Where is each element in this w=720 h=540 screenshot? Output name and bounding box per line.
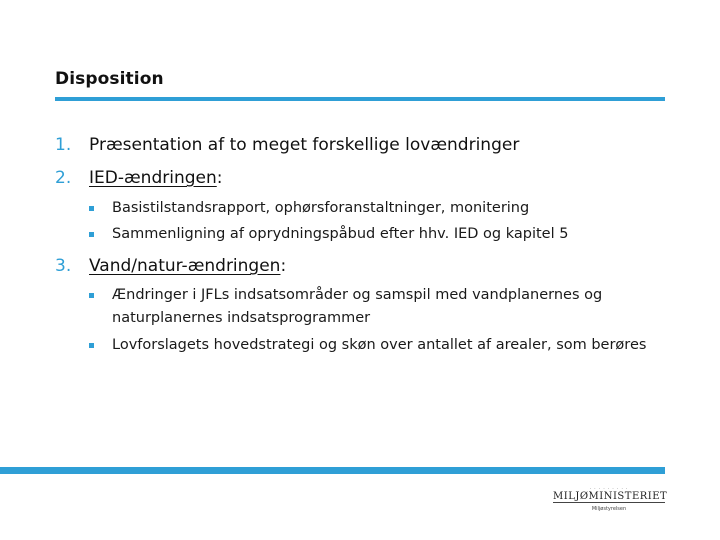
- list-item-1: [55, 135, 519, 155]
- ministry-logo: [553, 486, 668, 522]
- bullet-text: Basistilstandsrapport, ophørsforanstaltninger, monitering: [112, 200, 530, 216]
- logo-sub-text: Miljøstyrelsen: [591, 506, 627, 512]
- bullet-item: [89, 284, 664, 330]
- bullet-text: Lovforslagets hovedstrategi og skøn over antallet af arealer, som berøres: [112, 337, 647, 353]
- slide-title: Disposition: [55, 69, 164, 89]
- footer-bar: [0, 467, 665, 474]
- item-heading: Vand/natur-ændringen: [89, 256, 281, 276]
- bullet-marker: [89, 293, 94, 298]
- item-text: Præsentation af to meget forskellige lovændringer: [89, 135, 520, 155]
- list-item-3: [55, 256, 286, 276]
- bullet-item: [89, 223, 669, 246]
- item-number: 3.: [55, 256, 72, 276]
- bullet-item: [89, 197, 669, 220]
- item-number: 2.: [55, 168, 72, 188]
- item-heading-suffix: :: [280, 256, 287, 276]
- bullet-text: Ændringer i JFLs indsatsområder og samspil med vandplanernes og naturplanernes indsatsprogrammer: [112, 287, 603, 326]
- item-number: 1.: [55, 135, 72, 155]
- item-heading-suffix: :: [216, 168, 223, 188]
- item-heading: IED-ændringen: [89, 168, 217, 188]
- logo-main-text: MILJØMINISTERIET: [553, 491, 668, 502]
- bullet-text: Sammenligning af oprydningspåbud efter hhv. IED og kapitel 5: [112, 226, 569, 242]
- bullet-marker: [89, 206, 94, 211]
- bullet-item: [89, 334, 649, 357]
- bullet-marker: [89, 232, 94, 237]
- logo-crown-text: · · · · · · · · ·: [589, 486, 629, 491]
- list-item-2: [55, 168, 222, 188]
- bullet-marker: [89, 343, 94, 348]
- title-divider: [55, 97, 665, 101]
